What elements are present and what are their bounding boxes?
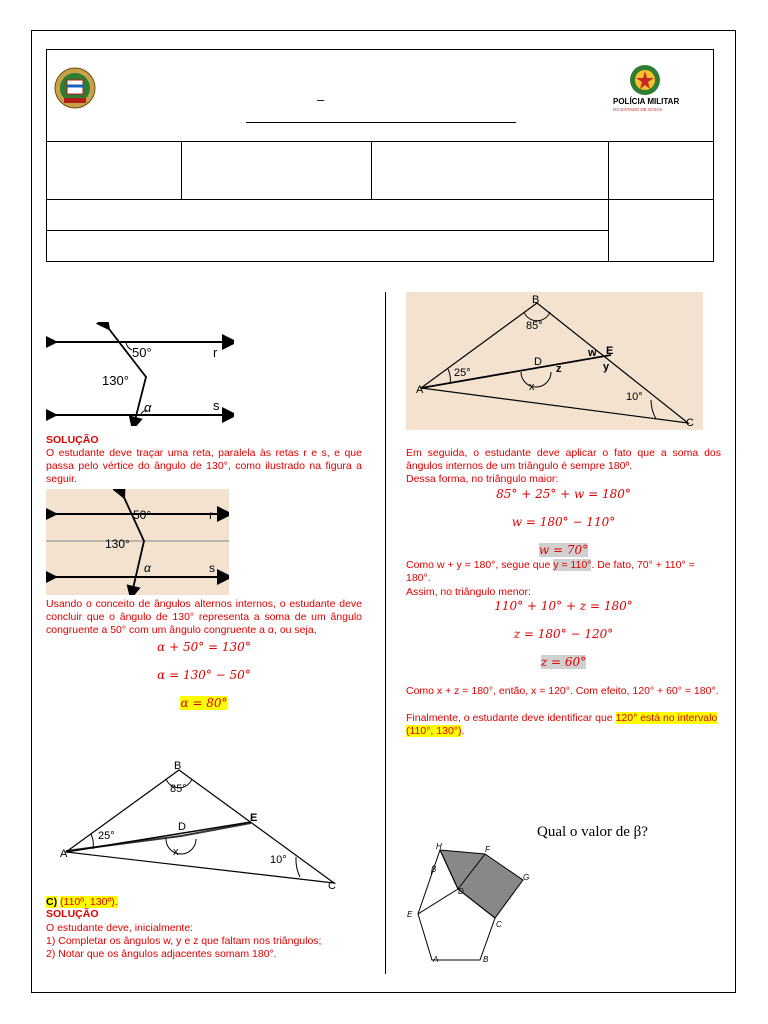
solucao-text: O estudante deve traçar uma reta, paralela às retas r e s, e que passa pelo vértice do ângulo de 130°, como ilustrado na figura a seguir. [46,447,362,485]
point-D-label: D [534,356,542,368]
parallel-lines-construction-figure [46,489,229,595]
angle-50-label: 50° [132,345,152,360]
line-r-label: r [209,508,213,522]
angle-10-label: 10° [270,854,287,866]
solucao2-line3: 2) Notar que os ângulos adjacentes somam 180°. [46,948,277,960]
alpha-label: α [144,400,152,415]
line-s-label: s [213,398,220,413]
police-logo-text: POLÍCIA MILITAR [613,97,680,106]
header-divider [181,141,182,199]
point-G-label: G [523,873,530,882]
point-A-label: A [433,955,439,964]
larger-triangle-label: Dessa forma, no triângulo maior: [406,473,559,485]
point-F-label: F [485,845,490,854]
equation-w-sum: 85° + 25° + w = 180° [496,487,631,501]
title-underline [246,122,516,123]
point-H-label: H [436,842,442,851]
angle-x-label: x [529,381,535,393]
angle-25-label: 25° [454,367,471,379]
triangle-solution-figure [406,292,703,430]
angle-x-label: x [173,846,179,858]
point-B-label: B [483,955,489,964]
vertex-C-label: C [686,417,694,429]
header-divider [371,141,372,199]
police-logo-emblem [625,62,667,98]
alternate-angles-paragraph: Usando o conceito de ângulos alternos internos, o estudante deve concluir que o ângulo de 130° representa a soma de um ângulo congruente a 50° com um ângulo congruente a α, ou seja, [46,598,362,636]
equation-w-result: w = 70° [538,543,589,557]
header-divider [47,199,713,200]
w-y-paragraph: Como w + y = 180°, segue que y = 110°. De fato, 70° + 110° = 180°. [406,559,695,584]
vertex-A-label: A [60,848,68,860]
angle-z-label: z [556,363,562,375]
point-D-label: D [178,821,186,833]
equation-alpha-sum: α + 50° = 130° [157,640,251,654]
police-logo-subtext: DO ESTADO DE GOIÁS [613,107,663,112]
final-paragraph: Finalmente, o estudante deve identificar que 120° está no intervalo (110°, 130°). [406,712,718,737]
header-table [46,49,714,262]
solucao2-line2: 1) Completar os ângulos w, y e z que faltam nos triângulos; [46,935,322,947]
equation-z-diff: z = 180° − 120° [513,627,614,641]
header-divider [47,141,713,142]
line-r-label: r [213,345,218,360]
pentagon-square-figure [400,838,530,968]
question-beta: Qual o valor de β? [537,824,648,840]
equation-z-result: z = 60° [540,655,587,669]
point-E-label: E [606,345,614,357]
solucao-title-2: SOLUÇÃO [46,908,99,920]
equation-alpha-diff: α = 130° − 50° [157,668,251,682]
point-E-label: E [250,812,258,824]
alpha-label: α [144,561,151,575]
header-divider [608,141,609,262]
beta-label: β [431,864,437,874]
equation-w-diff: w = 180° − 110° [511,515,616,529]
answer-c: C) (110º, 130º). [46,896,118,908]
angle-50-label: 50° [133,508,152,522]
smaller-triangle-label: Assim, no triângulo menor: [406,586,531,598]
point-D-label: D [458,887,464,896]
triangle-figure [46,757,340,893]
vertex-B-label: B [532,294,540,306]
column-divider [385,292,386,974]
angle-w-label: w [588,347,597,359]
equation-alpha-result: α = 80° [180,696,228,710]
solucao-title: SOLUÇÃO [46,434,99,446]
school-crest-logo [53,66,97,110]
angle-y-label: y [603,361,610,373]
vertex-C-label: C [328,880,336,892]
parallel-lines-figure [46,322,234,426]
sum-angles-paragraph: Em seguida, o estudante deve aplicar o fato que a soma dos ângulos internos de um triângulo é sempre 180º. [406,447,721,472]
solucao2-line1: O estudante deve, inicialmente: [46,922,194,934]
vertex-B-label: B [174,760,182,772]
angle-85-label: 85° [526,320,543,332]
angle-130-label: 130° [105,537,130,551]
angle-10-label: 10° [626,391,643,403]
vertex-A-label: A [416,384,424,396]
point-C-label: C [496,920,502,929]
line-s-label: s [209,561,215,575]
title-dash: – [317,92,325,107]
angle-130-label: 130° [102,373,129,388]
equation-z-sum: 110° + 10° + z = 180° [494,599,633,613]
angle-25-label: 25° [98,830,115,842]
angle-85-label: 85° [170,783,187,795]
x-z-paragraph: Como x + z = 180°, então, x = 120°. Com efeito, 120° + 60° = 180°. [406,685,719,697]
header-divider [47,230,608,231]
point-E-label: E [407,910,413,919]
